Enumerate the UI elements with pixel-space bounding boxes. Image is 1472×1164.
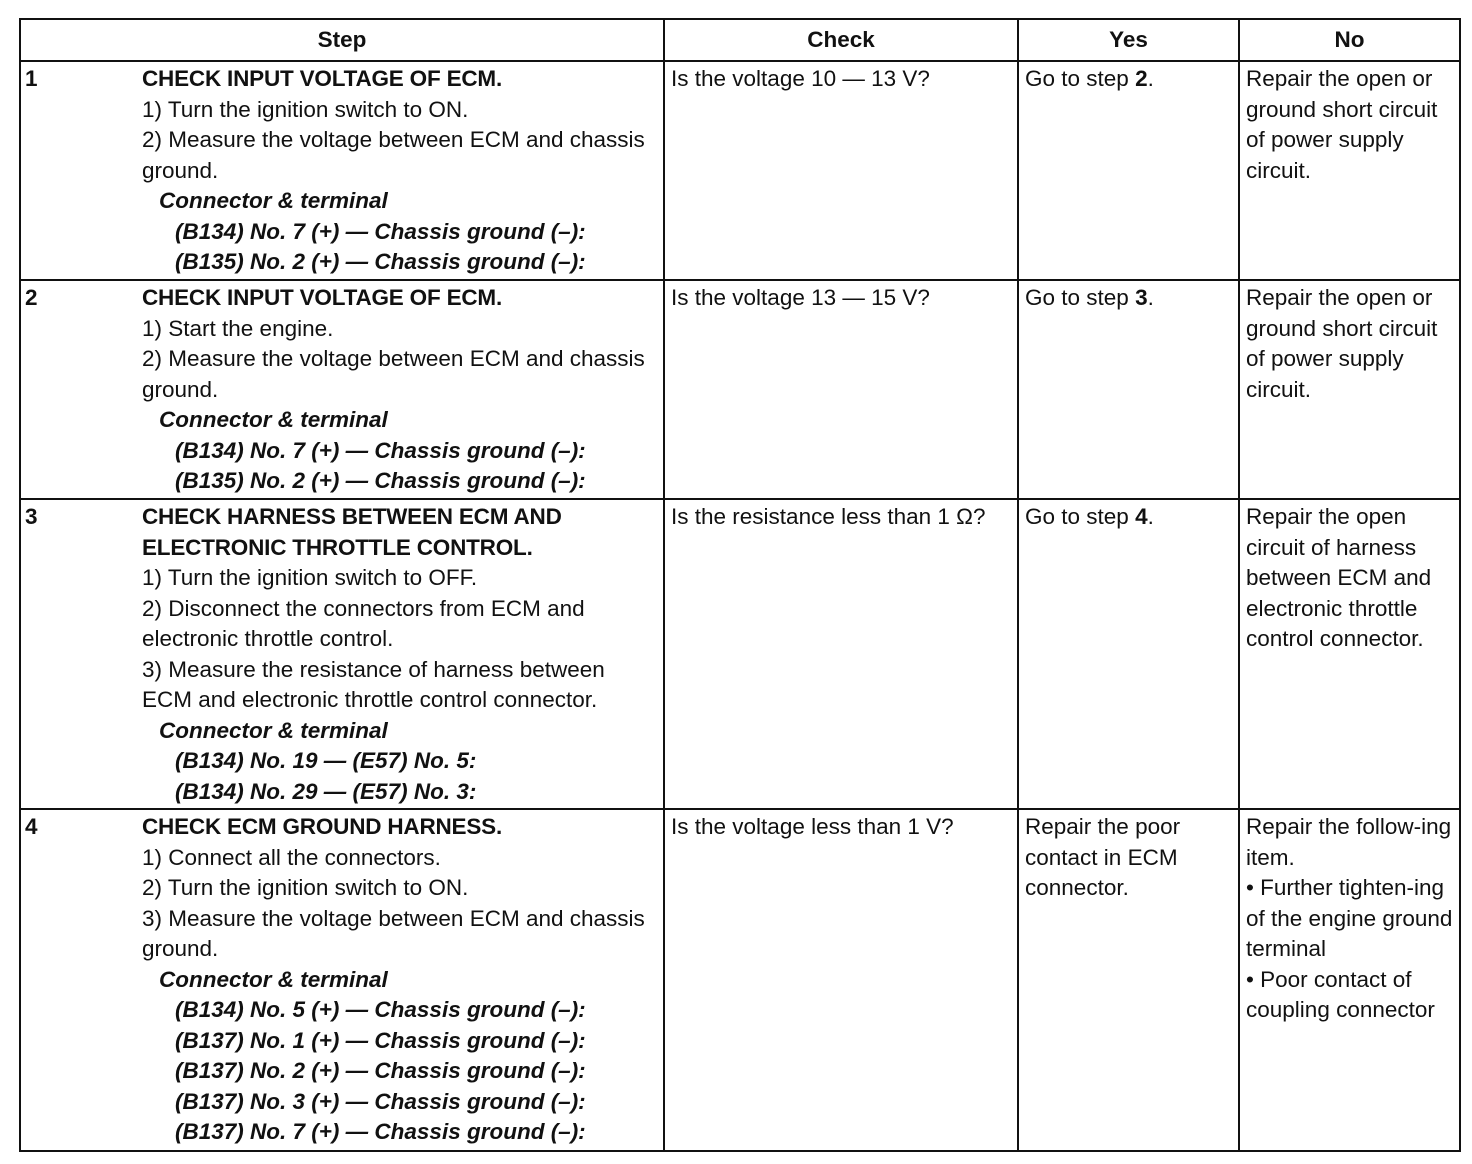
table-row [20, 280, 1460, 499]
step-title: CHECK INPUT VOLTAGE OF ECM. [142, 66, 503, 91]
yes-suffix: . [1147, 285, 1154, 310]
yes-cell [1018, 499, 1239, 809]
yes-cell: Repair the poor contact in ECM connector. [1018, 809, 1239, 1151]
connector-label: Connector & terminal [159, 188, 388, 213]
header-row [20, 19, 1460, 61]
terminal-spec: (B137) No. 1 (+) — Chassis ground (–): [175, 1027, 586, 1053]
no-cell: Repair the open or ground short circuit of power supply circuit. [1239, 280, 1460, 499]
header-step: Step [20, 19, 664, 61]
terminal-spec: (B134) No. 5 (+) — Chassis ground (–): [175, 997, 586, 1022]
terminal-spec: (B134) No. 29 — (E57) No. 3: [175, 778, 477, 804]
yes-step-number: 4 [1135, 504, 1148, 529]
table-row [20, 499, 1460, 809]
step-number: 1 [20, 61, 142, 280]
substep: 1) Turn the ignition switch to OFF. [142, 565, 478, 590]
step-cell [142, 499, 664, 809]
substep: 2) Measure the voltage between ECM and chassis ground. [142, 127, 645, 183]
check-cell: Is the voltage 10 — 13 V? [664, 61, 1018, 280]
yes-step-number: 2 [1135, 66, 1148, 91]
terminal-spec: (B134) No. 7 (+) — Chassis ground (–): [175, 437, 586, 463]
no-cell: Repair the open or ground short circuit of power supply circuit. [1239, 61, 1460, 280]
table-row [20, 809, 1460, 1151]
yes-suffix: . [1147, 504, 1154, 529]
substep: 1) Connect all the connectors. [142, 844, 441, 870]
no-bullet-item: • Poor contact of coupling connector [1246, 966, 1435, 1022]
terminal-spec: (B134) No. 7 (+) — Chassis ground (–): [175, 218, 586, 244]
terminal-spec: (B135) No. 2 (+) — Chassis ground (–): [175, 468, 586, 493]
header-check: Check [664, 19, 1018, 61]
substep: 2) Disconnect the connectors from ECM and electronic throttle control. [142, 595, 585, 651]
step-title: CHECK HARNESS BETWEEN ECM AND ELECTRONIC THROTTLE CONTROL. [142, 504, 562, 560]
step-cell [142, 61, 664, 280]
yes-prefix: Go to step [1025, 66, 1136, 91]
no-intro: Repair the follow-ing item. [1246, 814, 1452, 870]
yes-cell [1018, 61, 1239, 280]
no-cell: Repair the open circuit of harness between ECM and electronic throttle control connector. [1239, 499, 1460, 809]
step-number: 3 [20, 499, 142, 809]
step-cell [142, 280, 664, 499]
terminal-spec: (B137) No. 3 (+) — Chassis ground (–): [175, 1088, 586, 1114]
terminal-spec: (B135) No. 2 (+) — Chassis ground (–): [175, 249, 586, 274]
yes-prefix: Go to step [1025, 504, 1136, 529]
step-title: CHECK INPUT VOLTAGE OF ECM. [142, 285, 503, 310]
no-bullet-item: • Further tighten-ing of the engine ground terminal [1246, 875, 1453, 961]
terminal-spec: (B137) No. 7 (+) — Chassis ground (–): [175, 1119, 586, 1144]
yes-prefix: Go to step [1025, 285, 1136, 310]
substep: 2) Measure the voltage between ECM and chassis ground. [142, 346, 645, 402]
table-row [20, 61, 1460, 280]
step-title: CHECK ECM GROUND HARNESS. [142, 814, 503, 839]
substep: 2) Turn the ignition switch to ON. [142, 875, 469, 900]
substep: 3) Measure the resistance of harness between ECM and electronic throttle control connector. [142, 656, 605, 712]
yes-cell [1018, 280, 1239, 499]
header-no: No [1239, 19, 1460, 61]
check-cell: Is the voltage 13 — 15 V? [664, 280, 1018, 499]
substep: 1) Start the engine. [142, 315, 334, 341]
connector-label: Connector & terminal [159, 966, 388, 992]
step-cell [142, 809, 664, 1151]
step-number: 4 [20, 809, 142, 1151]
header-yes: Yes [1018, 19, 1239, 61]
substep: 3) Measure the voltage between ECM and chassis ground. [142, 905, 645, 961]
connector-label: Connector & terminal [159, 407, 388, 432]
yes-suffix: . [1147, 66, 1154, 91]
check-cell: Is the resistance less than 1 Ω? [664, 499, 1018, 809]
check-cell: Is the voltage less than 1 V? [664, 809, 1018, 1151]
yes-step-number: 3 [1135, 285, 1148, 310]
substep: 1) Turn the ignition switch to ON. [142, 96, 469, 122]
terminal-spec: (B134) No. 19 — (E57) No. 5: [175, 748, 477, 773]
no-cell [1239, 809, 1460, 1151]
step-number: 2 [20, 280, 142, 499]
diagnostic-table [19, 18, 1461, 1152]
terminal-spec: (B137) No. 2 (+) — Chassis ground (–): [175, 1058, 586, 1083]
connector-label: Connector & terminal [159, 717, 388, 743]
